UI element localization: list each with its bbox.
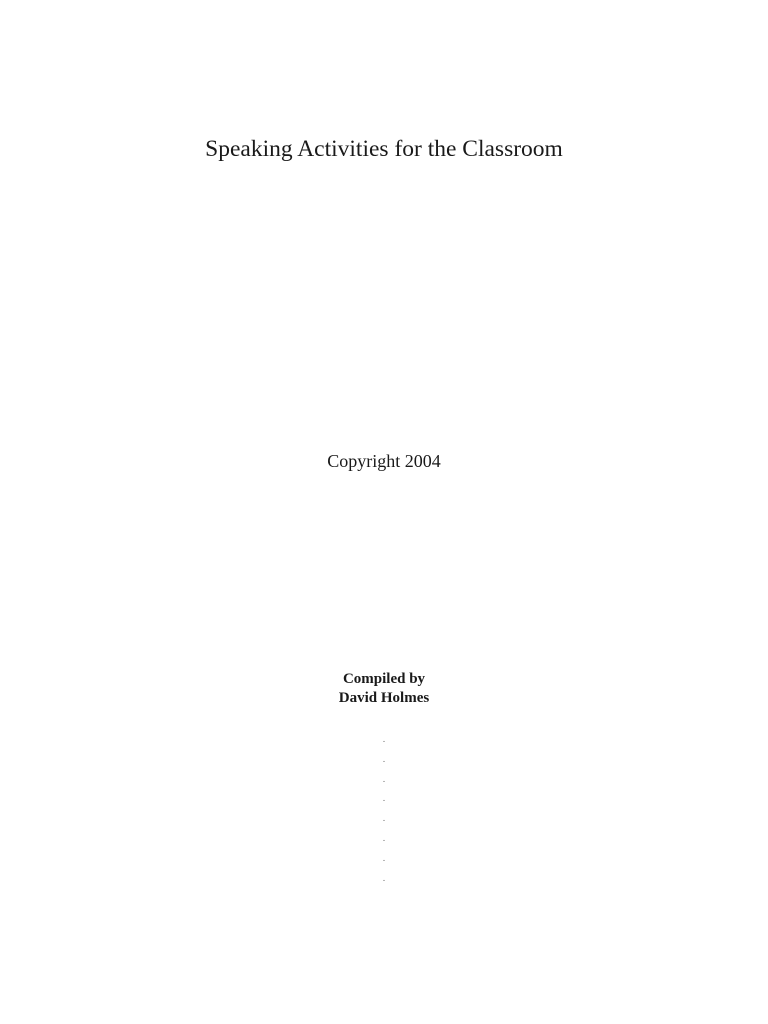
author-block: [0, 670, 768, 708]
dot-mark: .: [382, 793, 386, 804]
copyright-notice: Copyright 2004: [327, 451, 441, 471]
dot-mark: .: [382, 773, 386, 784]
author-name: David Holmes: [338, 690, 430, 706]
dot-mark: .: [382, 852, 386, 863]
dot-mark: .: [382, 753, 386, 764]
dot-mark: .: [382, 813, 386, 824]
document-title: Speaking Activities for the Classroom: [205, 136, 563, 162]
compiled-by-label: Compiled by: [342, 671, 426, 687]
dot-mark: .: [382, 832, 386, 843]
dot-mark: .: [382, 734, 386, 744]
dot-mark: .: [382, 872, 386, 883]
dot-column: [0, 733, 768, 891]
